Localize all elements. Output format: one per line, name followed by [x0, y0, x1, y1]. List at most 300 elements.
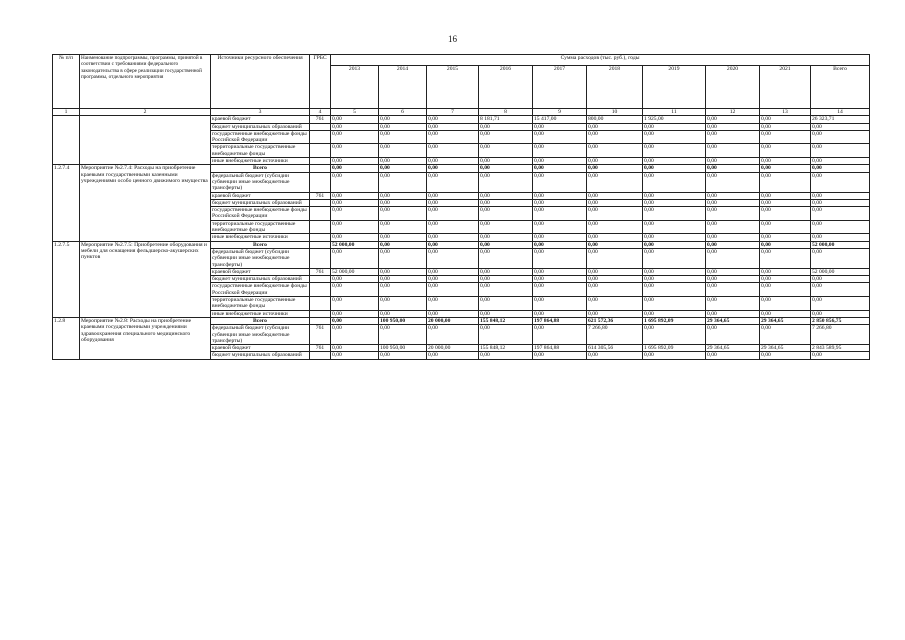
amount-cell: 0,00	[760, 192, 811, 199]
amount-cell: 0,00	[587, 199, 643, 206]
amount-cell: 0,00	[533, 248, 587, 268]
amount-cell: 0,00	[479, 192, 533, 199]
amount-cell: 0,00	[479, 325, 533, 345]
grbs-code	[310, 123, 331, 130]
column-index: 11	[643, 109, 706, 116]
amount-cell: 29 364,65	[706, 345, 760, 352]
grbs-code	[310, 130, 331, 144]
amount-cell: 0,00	[479, 123, 533, 130]
column-index: 3	[211, 109, 310, 116]
amount-cell: 0,00	[706, 192, 760, 199]
amount-cell: 0,00	[379, 199, 427, 206]
grbs-code	[310, 276, 331, 283]
amount-cell: 0,00	[427, 234, 479, 241]
amount-cell: 0,00	[479, 207, 533, 221]
column-index: 1	[53, 109, 80, 116]
amount-cell: 0,00	[811, 352, 870, 359]
amount-cell: 0,00	[479, 144, 533, 158]
amount-cell: 0,00	[427, 220, 479, 234]
table-row	[53, 165, 870, 172]
amount-cell: 0,00	[331, 276, 379, 283]
amount-cell: 0,00	[331, 144, 379, 158]
table-row	[53, 116, 870, 123]
amount-cell: 0,00	[760, 116, 811, 123]
header-sum: Сумма расходов (тыс. руб.), годы	[331, 55, 870, 66]
amount-cell: 29 364,65	[706, 317, 760, 324]
amount-cell: 7 266,80	[811, 325, 870, 345]
amount-cell: 29 364,65	[760, 317, 811, 324]
amount-cell: 0,00	[760, 123, 811, 130]
amount-cell: 0,00	[533, 172, 587, 192]
amount-cell: 1 925,00	[643, 116, 706, 123]
amount-cell: 0,00	[479, 165, 533, 172]
amount-cell: 0,00	[760, 130, 811, 144]
amount-cell: 0,00	[643, 123, 706, 130]
amount-cell: 0,00	[427, 283, 479, 297]
amount-cell: 0,00	[706, 268, 760, 275]
grbs-code	[310, 220, 331, 234]
amount-cell: 0,00	[427, 158, 479, 165]
amount-cell: 0,00	[706, 220, 760, 234]
amount-cell: 0,00	[427, 268, 479, 275]
amount-cell: 100 950,00	[379, 317, 427, 324]
amount-cell: 15 417,00	[533, 116, 587, 123]
amount-cell: 0,00	[379, 241, 427, 248]
amount-cell: 0,00	[533, 165, 587, 172]
amount-cell: 0,00	[331, 192, 379, 199]
funding-source: территориальные государственные внебюджетные фонды	[211, 144, 310, 158]
measure-name: Мероприятие №2.7.5: Приобретение оборудования и мебели для оснащения фельдшерско-акушерских пунктов	[80, 241, 211, 317]
amount-cell: 0,00	[811, 310, 870, 317]
amount-cell: 0,00	[760, 352, 811, 359]
header-no: № п/п	[53, 55, 80, 109]
header-year: 2017	[533, 66, 587, 109]
amount-cell: 0,00	[811, 234, 870, 241]
amount-cell: 0,00	[331, 158, 379, 165]
amount-cell: 0,00	[533, 220, 587, 234]
amount-cell: 0,00	[331, 248, 379, 268]
amount-cell: 0,00	[706, 276, 760, 283]
amount-cell: 0,00	[427, 123, 479, 130]
header-grbs: ГРБС	[310, 55, 331, 109]
row-number: 1.2.8	[53, 317, 80, 359]
amount-cell: 0,00	[706, 234, 760, 241]
amount-cell: 0,00	[760, 325, 811, 345]
amount-cell: 0,00	[706, 207, 760, 221]
amount-cell: 0,00	[587, 165, 643, 172]
amount-cell: 0,00	[706, 158, 760, 165]
amount-cell: 0,00	[427, 248, 479, 268]
amount-cell: 0,00	[643, 297, 706, 311]
amount-cell: 0,00	[331, 207, 379, 221]
amount-cell: 0,00	[706, 310, 760, 317]
amount-cell: 0,00	[706, 283, 760, 297]
amount-cell: 0,00	[811, 276, 870, 283]
amount-cell: 0,00	[587, 248, 643, 268]
amount-cell: 0,00	[811, 199, 870, 206]
amount-cell: 0,00	[379, 297, 427, 311]
amount-cell: 0,00	[706, 248, 760, 268]
funding-source: государственные внебюджетные фонды Российской Федерации	[211, 207, 310, 221]
header-year: 2021	[760, 66, 811, 109]
amount-cell: 0,00	[331, 130, 379, 144]
amount-cell: 0,00	[379, 220, 427, 234]
amount-cell: 0,00	[706, 199, 760, 206]
amount-cell: 52 000,00	[331, 241, 379, 248]
amount-cell: 0,00	[811, 144, 870, 158]
amount-cell: 0,00	[533, 268, 587, 275]
amount-cell: 0,00	[587, 207, 643, 221]
amount-cell: 0,00	[811, 165, 870, 172]
amount-cell: 0,00	[331, 283, 379, 297]
funding-source: иные внебюджетные источники	[211, 158, 310, 165]
grbs-code: 761	[310, 345, 331, 352]
amount-cell: 0,00	[811, 123, 870, 130]
amount-cell: 0,00	[479, 352, 533, 359]
grbs-code: 761	[310, 116, 331, 123]
header-year: 2016	[479, 66, 533, 109]
amount-cell: 0,00	[533, 276, 587, 283]
amount-cell: 0,00	[331, 123, 379, 130]
amount-cell: 0,00	[379, 207, 427, 221]
amount-cell: 0,00	[427, 165, 479, 172]
amount-cell: 0,00	[706, 297, 760, 311]
amount-cell: 0,00	[427, 241, 479, 248]
amount-cell: 0,00	[479, 276, 533, 283]
grbs-code	[310, 310, 331, 317]
amount-cell: 0,00	[533, 123, 587, 130]
table-row	[53, 241, 870, 248]
amount-cell: 0,00	[533, 192, 587, 199]
grbs-code	[310, 234, 331, 241]
amount-cell: 0,00	[643, 220, 706, 234]
amount-cell: 100 950,00	[379, 345, 427, 352]
amount-cell: 0,00	[331, 199, 379, 206]
amount-cell: 0,00	[760, 276, 811, 283]
measure-name: Мероприятие №2.8: Расходы на приобретение краевыми государственными учреждениями здравоохранения специального медицинского оборудования	[80, 317, 211, 359]
amount-cell: 0,00	[533, 325, 587, 345]
grbs-code	[310, 297, 331, 311]
amount-cell: 0,00	[760, 297, 811, 311]
amount-cell: 0,00	[643, 352, 706, 359]
amount-cell: 29 364,65	[760, 345, 811, 352]
amount-cell: 52 000,00	[331, 268, 379, 275]
amount-cell: 0,00	[379, 172, 427, 192]
column-index: 10	[587, 109, 643, 116]
amount-cell: 0,00	[811, 192, 870, 199]
amount-cell: 0,00	[427, 276, 479, 283]
grbs-code	[310, 158, 331, 165]
grbs-code	[310, 248, 331, 268]
amount-cell: 0,00	[587, 130, 643, 144]
amount-cell: 0,00	[760, 199, 811, 206]
amount-cell: 20 000,00	[427, 317, 479, 324]
amount-cell: 20 000,00	[427, 345, 479, 352]
amount-cell: 0,00	[760, 268, 811, 275]
amount-cell: 0,00	[760, 165, 811, 172]
amount-cell: 614 305,56	[587, 345, 643, 352]
amount-cell: 0,00	[587, 144, 643, 158]
header-year: Всего	[811, 66, 870, 109]
amount-cell: 0,00	[533, 144, 587, 158]
header-year: 2015	[427, 66, 479, 109]
amount-cell: 0,00	[427, 116, 479, 123]
amount-cell: 0,00	[811, 130, 870, 144]
amount-cell: 8 181,71	[479, 116, 533, 123]
amount-cell: 0,00	[479, 283, 533, 297]
amount-cell: 0,00	[811, 158, 870, 165]
amount-cell: 0,00	[706, 116, 760, 123]
amount-cell: 0,00	[331, 234, 379, 241]
amount-cell: 0,00	[379, 283, 427, 297]
amount-cell: 1 695 892,09	[643, 317, 706, 324]
amount-cell: 155 848,12	[479, 317, 533, 324]
funding-source: Всего	[211, 165, 310, 172]
table-row	[53, 317, 870, 324]
amount-cell: 0,00	[811, 172, 870, 192]
amount-cell: 0,00	[811, 207, 870, 221]
funding-source: государственные внебюджетные фонды Российской Федерации	[211, 283, 310, 297]
funding-source: федеральный бюджет (субсидии субвенции иные межбюджетные трансферты)	[211, 172, 310, 192]
amount-cell: 0,00	[643, 130, 706, 144]
header-year: 2020	[706, 66, 760, 109]
amount-cell: 0,00	[587, 123, 643, 130]
funding-source: территориальные государственные внебюджетные фонды	[211, 220, 310, 234]
amount-cell: 0,00	[379, 276, 427, 283]
funding-source: краевой бюджет	[211, 192, 310, 199]
amount-cell: 0,00	[587, 297, 643, 311]
measure-name	[80, 116, 211, 165]
header-row	[53, 55, 870, 66]
funding-source: федеральный бюджет (субсидии субвенции иные межбюджетные трансферты)	[211, 325, 310, 345]
amount-cell: 0,00	[587, 158, 643, 165]
funding-source: Всего	[211, 317, 310, 324]
amount-cell: 0,00	[587, 268, 643, 275]
amount-cell: 0,00	[643, 165, 706, 172]
amount-cell: 0,00	[427, 325, 479, 345]
amount-cell: 0,00	[643, 207, 706, 221]
funding-source: краевой бюджет	[211, 116, 310, 123]
column-index: 2	[80, 109, 211, 116]
amount-cell: 0,00	[479, 158, 533, 165]
amount-cell: 0,00	[427, 352, 479, 359]
amount-cell: 0,00	[427, 297, 479, 311]
header-year: 2019	[643, 66, 706, 109]
amount-cell: 0,00	[479, 234, 533, 241]
amount-cell: 0,00	[587, 276, 643, 283]
amount-cell: 2 843 589,95	[811, 345, 870, 352]
amount-cell: 0,00	[427, 144, 479, 158]
grbs-code: 761	[310, 268, 331, 275]
page-number: 16	[448, 34, 457, 44]
amount-cell: 0,00	[479, 220, 533, 234]
funding-source: бюджет муниципальных образований	[211, 199, 310, 206]
amount-cell: 0,00	[643, 325, 706, 345]
amount-cell: 0,00	[379, 144, 427, 158]
amount-cell: 0,00	[643, 234, 706, 241]
amount-cell: 0,00	[379, 116, 427, 123]
amount-cell: 0,00	[643, 276, 706, 283]
amount-cell: 0,00	[587, 220, 643, 234]
amount-cell: 0,00	[760, 283, 811, 297]
amount-cell: 0,00	[533, 241, 587, 248]
amount-cell: 0,00	[427, 172, 479, 192]
amount-cell: 0,00	[379, 158, 427, 165]
column-index: 7	[427, 109, 479, 116]
amount-cell: 0,00	[706, 165, 760, 172]
measure-name: Мероприятие №2.7.4: Расходы на приобретение краевыми государственными казенными учреждениями особо ценного движимого имущества	[80, 165, 211, 241]
grbs-code: 761	[310, 192, 331, 199]
funding-source: бюджет муниципальных образований	[211, 352, 310, 359]
amount-cell: 621 572,36	[587, 317, 643, 324]
amount-cell: 0,00	[331, 220, 379, 234]
funding-source: иные внебюджетные источники	[211, 310, 310, 317]
amount-cell: 0,00	[479, 130, 533, 144]
funding-source: территориальные государственные внебюджетные фонды	[211, 297, 310, 311]
amount-cell: 0,00	[379, 165, 427, 172]
amount-cell: 0,00	[331, 172, 379, 192]
amount-cell: 0,00	[533, 199, 587, 206]
funding-source: государственные внебюджетные фонды Российской Федерации	[211, 130, 310, 144]
amount-cell: 0,00	[379, 123, 427, 130]
amount-cell: 0,00	[427, 207, 479, 221]
amount-cell: 0,00	[706, 241, 760, 248]
amount-cell: 0,00	[587, 283, 643, 297]
amount-cell: 0,00	[533, 297, 587, 311]
grbs-code	[310, 317, 331, 324]
amount-cell: 0,00	[331, 297, 379, 311]
amount-cell: 0,00	[643, 199, 706, 206]
amount-cell: 0,00	[331, 352, 379, 359]
grbs-code	[310, 352, 331, 359]
grbs-code	[310, 241, 331, 248]
amount-cell: 0,00	[427, 192, 479, 199]
amount-cell: 0,00	[706, 352, 760, 359]
column-index: 8	[479, 109, 533, 116]
amount-cell: 0,00	[760, 207, 811, 221]
row-number: 1.2.7.5	[53, 241, 80, 317]
amount-cell: 0,00	[533, 234, 587, 241]
amount-cell: 0,00	[533, 207, 587, 221]
grbs-code	[310, 165, 331, 172]
funding-source: бюджет муниципальных образований	[211, 123, 310, 130]
amount-cell: 0,00	[587, 172, 643, 192]
amount-cell: 0,00	[427, 199, 479, 206]
amount-cell: 52 000,00	[811, 268, 870, 275]
grbs-code	[310, 172, 331, 192]
grbs-code	[310, 144, 331, 158]
grbs-code	[310, 283, 331, 297]
amount-cell: 0,00	[427, 310, 479, 317]
amount-cell: 1 695 892,09	[643, 345, 706, 352]
amount-cell: 0,00	[331, 116, 379, 123]
amount-cell: 0,00	[760, 310, 811, 317]
column-index: 5	[331, 109, 379, 116]
amount-cell: 0,00	[331, 317, 379, 324]
column-index: 6	[379, 109, 427, 116]
amount-cell: 0,00	[760, 234, 811, 241]
grbs-code	[310, 207, 331, 221]
amount-cell: 0,00	[479, 172, 533, 192]
amount-cell: 0,00	[643, 248, 706, 268]
amount-cell: 7 266,80	[587, 325, 643, 345]
funding-source: бюджет муниципальных образований	[211, 276, 310, 283]
amount-cell: 800,00	[587, 116, 643, 123]
grbs-code	[310, 199, 331, 206]
header-name: Наименование подпрограммы, программы, принятой в соответствии с требованиями федерального законодательства в сфере реализации государственной программы, отдельного мероприятия	[80, 55, 211, 109]
amount-cell: 197 864,88	[533, 317, 587, 324]
column-index: 14	[811, 109, 870, 116]
amount-cell: 0,00	[643, 192, 706, 199]
amount-cell: 0,00	[533, 158, 587, 165]
amount-cell: 0,00	[760, 158, 811, 165]
amount-cell: 0,00	[811, 297, 870, 311]
column-index-row	[53, 109, 870, 116]
amount-cell: 0,00	[587, 352, 643, 359]
amount-cell: 0,00	[760, 241, 811, 248]
amount-cell: 0,00	[533, 283, 587, 297]
amount-cell: 0,00	[533, 130, 587, 144]
amount-cell: 0,00	[331, 325, 379, 345]
amount-cell: 0,00	[331, 165, 379, 172]
header-year: 2018	[587, 66, 643, 109]
amount-cell: 26 323,71	[811, 116, 870, 123]
grbs-code: 761	[310, 325, 331, 345]
amount-cell: 155 848,12	[479, 345, 533, 352]
amount-cell: 0,00	[643, 310, 706, 317]
amount-cell: 0,00	[379, 310, 427, 317]
amount-cell: 0,00	[533, 352, 587, 359]
amount-cell: 0,00	[760, 220, 811, 234]
amount-cell: 0,00	[643, 172, 706, 192]
amount-cell: 0,00	[379, 192, 427, 199]
amount-cell: 0,00	[706, 172, 760, 192]
column-index: 13	[760, 109, 811, 116]
row-number: 1.2.7.4	[53, 165, 80, 241]
amount-cell: 0,00	[427, 130, 479, 144]
amount-cell: 0,00	[379, 248, 427, 268]
amount-cell: 0,00	[479, 248, 533, 268]
amount-cell: 52 000,00	[811, 241, 870, 248]
amount-cell: 0,00	[587, 310, 643, 317]
amount-cell: 0,00	[706, 130, 760, 144]
header-source: Источники ресурсного обеспечения	[211, 55, 310, 109]
amount-cell: 0,00	[479, 297, 533, 311]
funding-source: иные внебюджетные источники	[211, 234, 310, 241]
amount-cell: 0,00	[379, 130, 427, 144]
amount-cell: 0,00	[587, 192, 643, 199]
amount-cell: 0,00	[379, 325, 427, 345]
amount-cell: 0,00	[331, 310, 379, 317]
amount-cell: 0,00	[643, 268, 706, 275]
header-year: 2013	[331, 66, 379, 109]
amount-cell: 0,00	[533, 310, 587, 317]
header-year: 2014	[379, 66, 427, 109]
amount-cell: 0,00	[379, 268, 427, 275]
amount-cell: 0,00	[643, 283, 706, 297]
amount-cell: 0,00	[479, 268, 533, 275]
amount-cell: 0,00	[706, 123, 760, 130]
amount-cell: 0,00	[479, 310, 533, 317]
amount-cell: 0,00	[811, 220, 870, 234]
amount-cell: 0,00	[643, 158, 706, 165]
column-index: 12	[706, 109, 760, 116]
amount-cell: 0,00	[643, 144, 706, 158]
funding-source: федеральный бюджет (субсидии субвенции иные межбюджетные трансферты)	[211, 248, 310, 268]
amount-cell: 197 864,88	[533, 345, 587, 352]
amount-cell: 0,00	[706, 325, 760, 345]
row-number	[53, 116, 80, 165]
